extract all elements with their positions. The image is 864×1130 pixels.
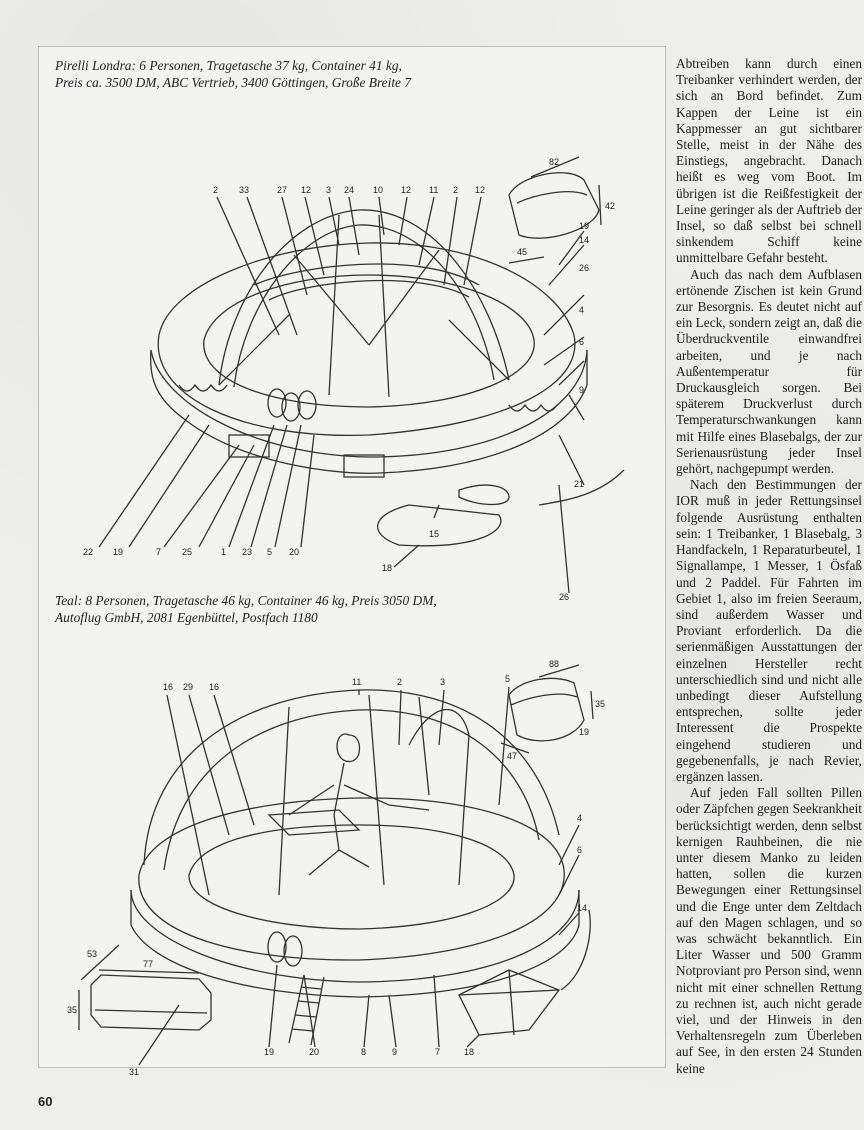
figure1-caption-line: Pirelli Londra: 6 Personen, Tragetasche 37 kg, Container 41 kg, [55,58,402,73]
figure-panel [38,46,666,1077]
dimension-label: 53 [87,949,98,959]
callout-label: 31 [129,1067,140,1077]
callout-label: 18 [464,1047,475,1057]
figure1-callout-labels [83,157,615,602]
callout-label: 26 [579,263,590,273]
callout-label: 19 [264,1047,275,1057]
callout-label: 23 [242,547,253,557]
dimension-label: 47 [507,751,518,761]
figure2-liferaft-drawing [39,635,665,1077]
callout-label: 15 [429,529,440,539]
figure1-caption [55,57,655,91]
callout-label: 7 [435,1047,441,1057]
page-number: 60 [38,1094,53,1109]
callout-label: 24 [344,185,355,195]
callout-label: 9 [579,385,585,395]
callout-label: 1 [221,547,227,557]
callout-label: 7 [156,547,162,557]
callout-label: 4 [579,305,585,315]
figure2-caption [55,592,655,626]
callout-label: 21 [574,479,585,489]
callout-label: 16 [209,682,220,692]
dimension-label: 88 [549,659,560,669]
callout-label: 6 [577,845,583,855]
callout-label: 14 [579,235,590,245]
callout-label: 2 [213,185,219,195]
callout-label: 3 [326,185,332,195]
callout-label: 27 [277,185,288,195]
callout-label: 33 [239,185,250,195]
callout-label: 19 [579,727,590,737]
dimension-label: 35 [595,699,606,709]
figure2-caption-line: Teal: 8 Personen, Tragetasche 46 kg, Container 46 kg, Preis 3050 DM, [55,593,437,608]
dimension-label: 45 [517,247,528,257]
callout-label: 10 [373,185,384,195]
figure1-caption-line: Preis ca. 3500 DM, ABC Vertrieb, 3400 Göttingen, Große Breite 7 [55,75,412,90]
callout-label: 6 [579,337,585,347]
callout-label: 4 [577,813,583,823]
dimension-label: 42 [605,201,616,211]
callout-label: 20 [309,1047,320,1057]
callout-label: 11 [352,677,362,687]
callout-label: 14 [577,903,588,913]
dimension-label: 77 [143,959,154,969]
callout-label: 11 [429,185,439,195]
callout-label: 5 [505,674,511,684]
article-paragraph: Abtreiben kann durch einen Treibanker verhindert werden, der sich an Bord befindet. Zum Kappen der Leine ist ein Kappmesser an gut sichtbarer Stelle, meist in der Nähe des Einstiegs, angebracht. Danach heißt es weg vom Boot. Im übrigen ist die Reißfestigkeit der Leine geringer als der Auftrieb der Insel, so daß selbst bei schnell sinkendem Schiff keine unmittelbare Gefahr besteht. [676,56,862,266]
article-text [676,56,864,1077]
article-paragraph: Auch das nach dem Aufblasen ertönende Zischen ist kein Grund zur Besorgnis. Es deutet nicht auf ein Leck, sondern zeigt an, daß die Überdruckventile einwandfrei arbeiten, und je nach Außentemperatur für Druckausgleich sorgen. Bei späterem Druckverlust durch Temperaturschwankungen kann mit Hilfe eines Blasebalgs, der zur Serienausrüstung jeder Insel gehört, nachgepumpt werden. [676,266,862,477]
article-column [676,56,864,1076]
callout-label: 8 [361,1047,367,1057]
dimension-label: 82 [549,157,560,167]
callout-label: 18 [382,563,393,573]
figure2-caption-line: Autoflug GmbH, 2081 Egenbüttel, Postfach 1180 [55,610,318,625]
callout-label: 9 [392,1047,398,1057]
figure2-callout-labels [67,659,605,1077]
callout-label: 22 [83,547,94,557]
callout-label: 5 [267,547,273,557]
callout-label: 3 [440,677,446,687]
callout-label: 2 [397,677,403,687]
article-paragraph: Auf jeden Fall sollten Pillen oder Zäpfchen gegen Seekrankheit berücksichtigt werden, denn selbst kernigen Rauhbeinen, die nie unter diesem Manko zu leiden hatten, sollen die kurzen Bewegungen einer Rettungsinsel und die Enge unter dem Zeltdach auf den Magen schlagen, und so was schwächt bekanntlich. Ein Liter Wasser und 500 Gramm Notproviant pro Person sind, wenn nicht mit einer schnellen Rettung zu rechnen ist, auch nicht gerade viel, und der Hinweis in den Verhaltensregeln zum Überleben auf See, in den ersten 24 Stunden keine [676,785,862,1076]
article-paragraph: Nach den Bestimmungen der IOR muß in jeder Rettungsinsel folgende Ausrüstung enthalten sein: 1 Treibanker, 1 Blasebalg, 3 Handfackeln, 1 Reparaturbeutel, 1 Signallampe, 1 Messer, 1 Ösfaß und 2 Paddel. Für Fahrten im Gebiet 1, also im freien Seeraum, sind außerdem Wasser und Proviant erforderlich. Da die serienmäßigen Ausstattungen der einzelnen Hersteller recht unterschiedlich sind und nicht alle unbedingt dieser Aufstellung entsprechen, sollte jeder Interessent die Prospekte eingehend studieren und gegebenenfalls, je nach Revier, ergänzen lassen. [676,477,862,784]
callout-label: 19 [579,221,590,231]
callout-label: 25 [182,547,193,557]
callout-label: 29 [183,682,194,692]
callout-label: 12 [301,185,312,195]
callout-label: 12 [401,185,412,195]
callout-label: 20 [289,547,300,557]
callout-label: 2 [453,185,459,195]
callout-label: 16 [163,682,174,692]
callout-label: 19 [113,547,124,557]
dimension-label: 35 [67,1005,78,1015]
callout-label: 12 [475,185,486,195]
callout-label: 26 [559,592,570,602]
